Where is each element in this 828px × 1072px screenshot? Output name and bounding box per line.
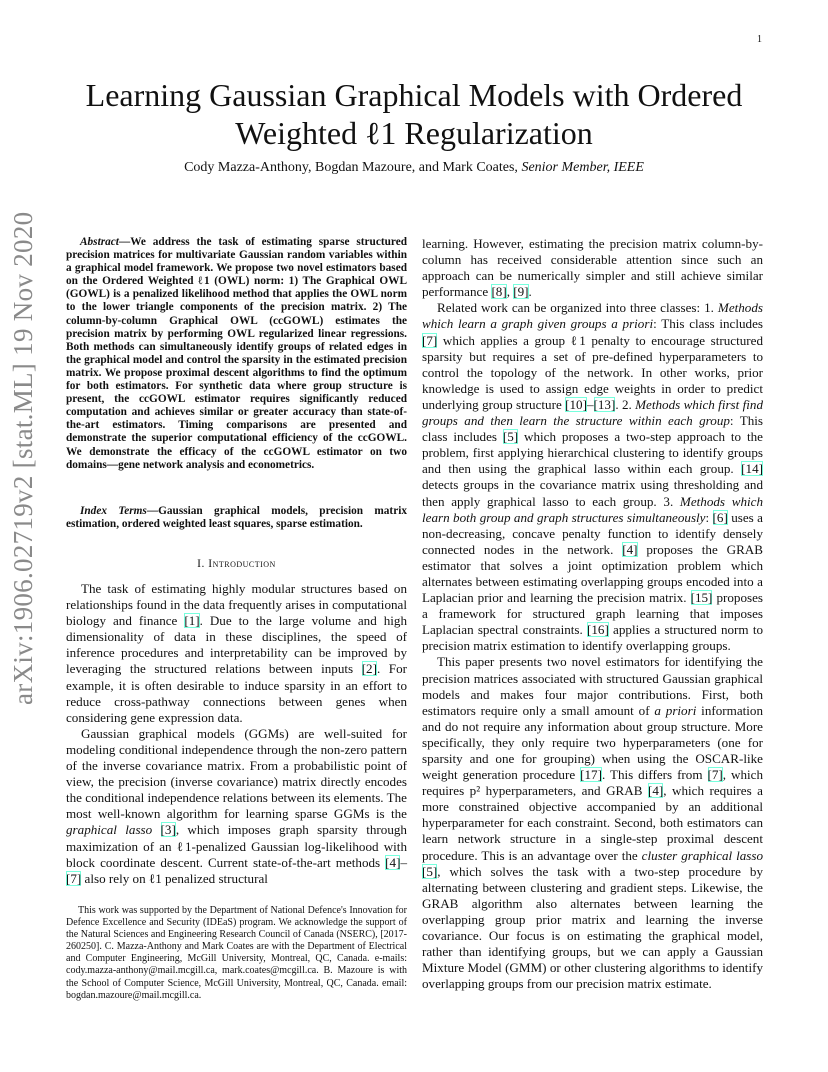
text: which applies a group ℓ1 penalty to encourage structured sparsity but requires a set of pre-defined hyperparameters to control the topology of the network. In other works, prior knowledge is used to assign edge weights in order to predict underlying group structure xyxy=(422,332,763,412)
emphasis: Methods which learn a graph given groups a priori xyxy=(422,300,763,332)
abstract-label: Abstract xyxy=(80,236,119,248)
author-names: Cody Mazza-Anthony, Bogdan Mazoure, and Mark Coates, xyxy=(184,160,518,175)
citation-link[interactable]: [5] xyxy=(502,429,519,445)
text: which proposes a two-step approach to the problem, first applying hierarchical clustering to identify groups and then using the graphical lasso within each group. xyxy=(422,429,763,477)
emphasis: graphical lasso xyxy=(66,822,153,838)
text: This paper presents two novel estimators for identifying the precision matrices associated with structured Gaussian graphical models and makes four major contributions. First, both estimators require only a small amount of xyxy=(422,654,763,718)
emphasis: a priori xyxy=(654,702,697,718)
text: – xyxy=(586,396,594,412)
page-number: 1 xyxy=(757,34,762,45)
citation-link[interactable]: [15] xyxy=(690,590,713,606)
index-terms-label: Index Terms xyxy=(80,505,147,517)
text: also rely on ℓ1 penalized structural xyxy=(81,870,268,886)
citation-link[interactable]: [4] xyxy=(622,541,638,557)
citation-link[interactable]: [9] xyxy=(513,284,529,300)
title-line-2: Weighted ℓ1 Regularization xyxy=(235,115,593,151)
citation-link[interactable]: [3] xyxy=(160,822,176,838)
left-column-body xyxy=(66,581,407,887)
citation-link[interactable]: [4] xyxy=(385,854,401,870)
text: information and do not require any information about group structure. More specifically, they only require two hyperparameters (one for sparsity and one for grouping) when using the OSCAR-like weight generation procedure xyxy=(422,702,763,783)
text: Related work can be organized into three classes: 1. xyxy=(437,300,718,316)
index-terms-text: —Gaussian graphical models, precision matrix estimation, ordered weighted least squares, sparse estimation. xyxy=(66,505,407,531)
paragraph xyxy=(422,236,763,300)
emphasis: cluster graphical lasso xyxy=(641,847,763,863)
arxiv-stamp: arXiv:1906.02719v2 [stat.ML] 19 Nov 2020 xyxy=(8,211,38,705)
text: proposes the GRAB estimator that solves a joint optimization problem which alternates between estimating overlapping groups encoded into a Laplacian prior and learning the precision matrix. xyxy=(422,541,763,606)
citation-link[interactable]: [2] xyxy=(361,661,377,677)
text: . This differs from xyxy=(601,767,708,783)
text: – xyxy=(400,854,407,870)
citation-link[interactable]: [13] xyxy=(593,396,616,412)
citation-link[interactable]: [4] xyxy=(647,783,664,799)
citation-link[interactable]: [8] xyxy=(491,284,507,300)
text: : xyxy=(705,509,713,525)
text: . xyxy=(528,284,532,300)
citation-link[interactable]: [6] xyxy=(712,509,728,525)
text: The task of estimating highly modular structures based on relationships found in the data frequently arises in computational biology and finance xyxy=(66,581,407,629)
text xyxy=(152,822,160,837)
text: . 2. xyxy=(615,396,636,412)
abstract xyxy=(66,236,407,472)
citation-link[interactable]: [1] xyxy=(184,613,200,629)
right-column-body xyxy=(422,236,763,992)
abstract-text: —We address the task of estimating sparse structured precision matrices for multivariate Gaussian random variables within a graphical model framework. We propose two novel estimators based on the Ordered Weighted ℓ1 (OWL) norm: 1) The Graphical OWL (GOWL) is a penalized likelihood method that applies the OWL norm to the lower triangle components of the precision matrix. 2) The column-by-column Graphical OWL (ccGOWL) estimates the precision matrix by performing OWL regularized linear regressions. Both methods can simultaneously identify groups of related edges in the graphical model and control the sparsity in the estimated precision matrix. We propose proximal descent algorithms to find the optimum for both estimators. For synthetic data where group structure is present, the ccGOWL estimator requires significantly reduced computation and achieves similar or greater accuracy than state-of-the-art estimators. Timing comparisons are presented and demonstrate the superior computational efficiency of the ccGOWL. We demonstrate the efficacy of the ccGOWL estimator on two domains—gene network analysis and econometrics. xyxy=(66,236,407,471)
citation-link[interactable]: [14] xyxy=(741,461,763,477)
paragraph xyxy=(66,581,407,726)
paragraph xyxy=(422,654,763,992)
text: , which solves the task with a two-step procedure by alternating between clustering and gradient steps. Likewise, the GRAB algorithm also alternates between learning the overlapping group prior matrix and learning the inverse covariance. Our focus is on estimating the graphical model, rather than identifying groups, but we can apply a Gaussian Mixture Model (GMM) or other clustering algorithms to identify overlapping groups from our precision matrix estimate. xyxy=(422,863,763,992)
citation-link[interactable]: [16] xyxy=(587,622,609,638)
footnote: This work was supported by the Department of National Defence's Innovation for Defence Excellence and Security (IDEaS) program. We acknowledge the support of the Natural Sciences and Engineering Research Council of Canada (NSERC), [2017-260250]. C. Mazza-Anthony and Mark Coates are with the Department of Electrical and Computer Engineering, McGill University, Montreal, QC, Canada. e-mails: cody.mazza-anthony@mail.mcgill.ca, mark.coates@mcgill.ca. B. Mazoure is with the School of Computer Science, McGill University, Montreal, QC, Canada. email: bogdan.mazoure@mail.mcgill.ca. xyxy=(66,905,407,1001)
citation-link[interactable]: [7] xyxy=(66,870,82,886)
text: , which requires a more constrained objective accompanied by an additional hyperparameter for each constraint. Second, both estimators can learn network structure in a single-step proximal descent procedure. This is an advantage over the xyxy=(422,783,763,863)
paragraph xyxy=(66,726,407,887)
emphasis: Methods which first find groups and then learn the structure within each group xyxy=(422,396,764,429)
paragraph xyxy=(422,300,763,654)
text: proposes a framework for structured graph learning that imposes Laplacian spectral constraints. xyxy=(422,590,763,638)
citation-link[interactable]: [7] xyxy=(422,332,438,348)
title-line-1: Learning Gaussian Graphical Models with Ordered xyxy=(85,77,743,113)
text: . For example, it is often desirable to induce sparsity in an effort to reduce cross-pathway connections between genes when considering gene expression data. xyxy=(66,661,407,725)
author-affiliation: Senior Member, IEEE xyxy=(521,160,644,175)
section-heading: I. Introduction xyxy=(197,558,276,570)
emphasis: Methods which learn both group and graph structures simultaneously xyxy=(422,493,763,525)
text: Gaussian graphical models (GGMs) are well-suited for modeling conditional independence through the non-zero pattern of the inverse covariance matrix. From a probabilistic point of view, the precision (inverse covariance) matrix directly encodes the conditional independence relations between its elements. The most well-known algorithm for learning sparse GGMs is the xyxy=(66,725,407,822)
text: detects groups in the covariance matrix using thresholding and then apply graphical lasso to each group. 3. xyxy=(422,477,763,509)
text: . Due to the large volume and high dimensionality of data in these disciplines, the speed of inference procedures and interpretability can be improved by leveraging the structured relations between inputs xyxy=(66,613,407,677)
text: applies a structured norm to precision matrix estimation to identify overlapping groups. xyxy=(422,622,764,654)
citation-link[interactable]: [5] xyxy=(422,863,438,879)
paper-title xyxy=(40,76,788,152)
index-terms xyxy=(66,505,407,531)
text: , which imposes graph sparsity through maximization of an ℓ1-penalized Gaussian log-likelihood with block coordinate descent. Current state-of-the-art methods xyxy=(66,822,407,870)
text: : This class includes xyxy=(653,316,763,332)
citation-link[interactable]: [17] xyxy=(580,767,602,783)
text: : This class includes xyxy=(422,413,763,445)
text: learning. However, estimating the precision matrix column-by-column has received considerable attention since such an approach can be numerically simpler and still achieve similar performance xyxy=(422,236,763,300)
citation-link[interactable]: [10] xyxy=(565,396,587,412)
citation-link[interactable]: [7] xyxy=(707,767,723,783)
authors xyxy=(40,160,788,176)
text: , which requires p² hyperparameters, and GRAB xyxy=(422,767,764,799)
text: uses a non-decreasing, concave penalty function to identify densely connected nodes in the network. xyxy=(422,509,763,557)
text: , xyxy=(506,284,514,300)
